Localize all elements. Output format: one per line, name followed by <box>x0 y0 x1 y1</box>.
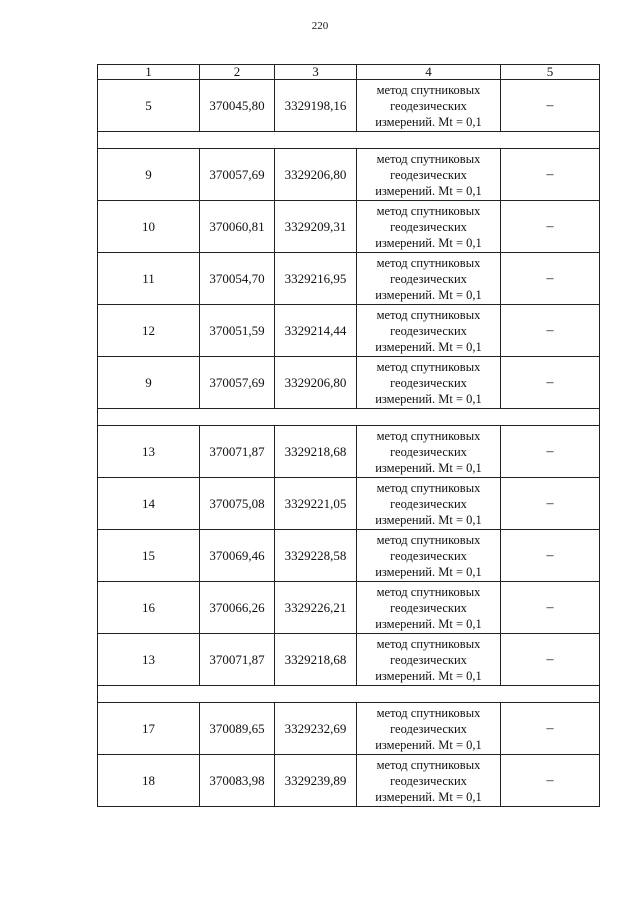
point-number-cell: 13 <box>98 634 200 686</box>
point-number-cell: 9 <box>98 149 200 201</box>
method-line: геодезических <box>390 444 467 459</box>
description-cell: – <box>501 530 600 582</box>
method-line: измерений. Mt = 0,1 <box>375 564 482 579</box>
point-number-cell: 17 <box>98 703 200 755</box>
point-number-cell: 15 <box>98 530 200 582</box>
method-line: метод спутниковых <box>376 82 481 97</box>
method-line: геодезических <box>390 773 467 788</box>
column-header-5: 5 <box>501 65 600 80</box>
column-header-4: 4 <box>357 65 501 80</box>
method-line: измерений. Mt = 0,1 <box>375 287 482 302</box>
method-line: измерений. Mt = 0,1 <box>375 668 482 683</box>
description-cell: – <box>501 755 600 807</box>
method-cell <box>357 582 501 634</box>
x-coordinate-cell: 370060,81 <box>200 201 275 253</box>
x-coordinate-cell: 370069,46 <box>200 530 275 582</box>
method-cell <box>357 703 501 755</box>
x-coordinate-cell: 370075,08 <box>200 478 275 530</box>
table-row <box>98 426 600 478</box>
method-line: метод спутниковых <box>376 359 481 374</box>
table-row <box>98 80 600 132</box>
table-row <box>98 357 600 409</box>
y-coordinate-cell: 3329198,16 <box>275 80 357 132</box>
section-separator-row <box>98 409 600 426</box>
description-cell: – <box>501 426 600 478</box>
point-number-cell: 10 <box>98 201 200 253</box>
method-line: геодезических <box>390 600 467 615</box>
method-line: геодезических <box>390 167 467 182</box>
column-header-1: 1 <box>98 65 200 80</box>
y-coordinate-cell: 3329228,58 <box>275 530 357 582</box>
method-line: метод спутниковых <box>376 705 481 720</box>
method-line: метод спутниковых <box>376 428 481 443</box>
method-line: измерений. Mt = 0,1 <box>375 391 482 406</box>
y-coordinate-cell: 3329218,68 <box>275 426 357 478</box>
x-coordinate-cell: 370051,59 <box>200 305 275 357</box>
method-line: измерений. Mt = 0,1 <box>375 235 482 250</box>
method-cell <box>357 530 501 582</box>
method-line: измерений. Mt = 0,1 <box>375 183 482 198</box>
method-line: метод спутниковых <box>376 307 481 322</box>
method-line: измерений. Mt = 0,1 <box>375 460 482 475</box>
method-line: метод спутниковых <box>376 584 481 599</box>
description-cell: – <box>501 703 600 755</box>
point-number-cell: 9 <box>98 357 200 409</box>
table-row <box>98 149 600 201</box>
method-line: геодезических <box>390 219 467 234</box>
table-row <box>98 530 600 582</box>
description-cell: – <box>501 478 600 530</box>
method-cell <box>357 305 501 357</box>
method-line: измерений. Mt = 0,1 <box>375 789 482 804</box>
description-cell: – <box>501 80 600 132</box>
method-line: геодезических <box>390 652 467 667</box>
method-line: геодезических <box>390 271 467 286</box>
separator-cell <box>98 132 600 149</box>
coordinates-table <box>97 64 600 807</box>
description-cell: – <box>501 305 600 357</box>
page-number: 220 <box>311 20 329 32</box>
method-line: геодезических <box>390 323 467 338</box>
table-body <box>98 80 600 807</box>
point-number-cell: 11 <box>98 253 200 305</box>
x-coordinate-cell: 370054,70 <box>200 253 275 305</box>
y-coordinate-cell: 3329209,31 <box>275 201 357 253</box>
method-line: метод спутниковых <box>376 757 481 772</box>
table-row <box>98 755 600 807</box>
x-coordinate-cell: 370071,87 <box>200 634 275 686</box>
method-cell <box>357 201 501 253</box>
method-cell <box>357 634 501 686</box>
point-number-cell: 16 <box>98 582 200 634</box>
method-line: измерений. Mt = 0,1 <box>375 512 482 527</box>
y-coordinate-cell: 3329216,95 <box>275 253 357 305</box>
x-coordinate-cell: 370057,69 <box>200 357 275 409</box>
method-line: метод спутниковых <box>376 203 481 218</box>
description-cell: – <box>501 634 600 686</box>
description-cell: – <box>501 253 600 305</box>
table-header-row <box>98 65 600 80</box>
description-cell: – <box>501 357 600 409</box>
method-line: измерений. Mt = 0,1 <box>375 737 482 752</box>
method-line: метод спутниковых <box>376 636 481 651</box>
point-number-cell: 5 <box>98 80 200 132</box>
point-number-cell: 13 <box>98 426 200 478</box>
section-separator-row <box>98 686 600 703</box>
table-row <box>98 478 600 530</box>
method-line: метод спутниковых <box>376 532 481 547</box>
column-header-2: 2 <box>200 65 275 80</box>
point-number-cell: 14 <box>98 478 200 530</box>
method-cell <box>357 253 501 305</box>
method-cell <box>357 80 501 132</box>
table-row <box>98 201 600 253</box>
x-coordinate-cell: 370045,80 <box>200 80 275 132</box>
separator-cell <box>98 409 600 426</box>
description-cell: – <box>501 582 600 634</box>
method-line: геодезических <box>390 98 467 113</box>
y-coordinate-cell: 3329239,89 <box>275 755 357 807</box>
x-coordinate-cell: 370066,26 <box>200 582 275 634</box>
y-coordinate-cell: 3329206,80 <box>275 149 357 201</box>
method-line: измерений. Mt = 0,1 <box>375 339 482 354</box>
method-cell <box>357 755 501 807</box>
y-coordinate-cell: 3329214,44 <box>275 305 357 357</box>
section-separator-row <box>98 132 600 149</box>
y-coordinate-cell: 3329206,80 <box>275 357 357 409</box>
table-row <box>98 253 600 305</box>
point-number-cell: 18 <box>98 755 200 807</box>
description-cell: – <box>501 149 600 201</box>
separator-cell <box>98 686 600 703</box>
method-line: геодезических <box>390 496 467 511</box>
column-header-3: 3 <box>275 65 357 80</box>
x-coordinate-cell: 370057,69 <box>200 149 275 201</box>
method-cell <box>357 149 501 201</box>
point-number-cell: 12 <box>98 305 200 357</box>
x-coordinate-cell: 370089,65 <box>200 703 275 755</box>
table-row <box>98 305 600 357</box>
method-cell <box>357 478 501 530</box>
y-coordinate-cell: 3329221,05 <box>275 478 357 530</box>
method-line: геодезических <box>390 375 467 390</box>
y-coordinate-cell: 3329226,21 <box>275 582 357 634</box>
y-coordinate-cell: 3329218,68 <box>275 634 357 686</box>
x-coordinate-cell: 370083,98 <box>200 755 275 807</box>
method-line: геодезических <box>390 721 467 736</box>
method-line: измерений. Mt = 0,1 <box>375 616 482 631</box>
method-line: метод спутниковых <box>376 151 481 166</box>
table-row <box>98 582 600 634</box>
method-cell <box>357 357 501 409</box>
method-line: метод спутниковых <box>376 255 481 270</box>
table-row <box>98 703 600 755</box>
method-line: измерений. Mt = 0,1 <box>375 114 482 129</box>
method-line: геодезических <box>390 548 467 563</box>
description-cell: – <box>501 201 600 253</box>
y-coordinate-cell: 3329232,69 <box>275 703 357 755</box>
method-cell <box>357 426 501 478</box>
x-coordinate-cell: 370071,87 <box>200 426 275 478</box>
table-row <box>98 634 600 686</box>
method-line: метод спутниковых <box>376 480 481 495</box>
